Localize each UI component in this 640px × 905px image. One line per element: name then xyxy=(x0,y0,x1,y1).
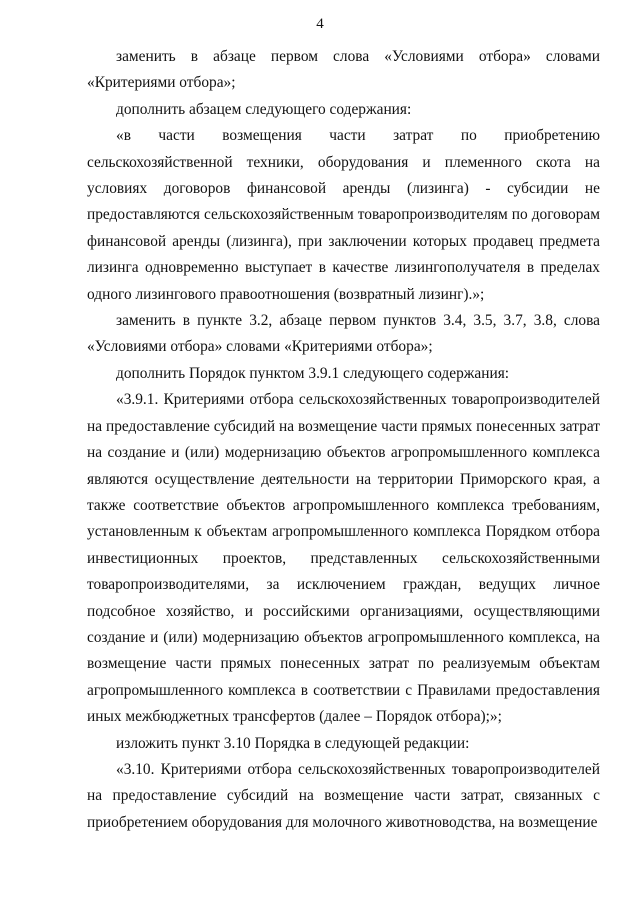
paragraph-add-point-3-9-1: дополнить Порядок пунктом 3.9.1 следующего содержания: xyxy=(116,364,510,382)
paragraph-point-3-9-1: «3.9.1. Критериями отбора сельскохозяйственных товаропроизводителей на предоставление субсидий на возмещение части прямых понесенных затрат на создание и (или) модернизацию объектов агропромышленного комплекса являются осуществление деятельности на территории Приморского края, а также соответствие объектов агропромышленного комплекса требованиям, установленным к объектам агропромышленного комплекса Порядком отбора инвестиционных проектов, представленных сельскохозяйственными товаропроизводителями, за исключением граждан, ведущих личное подсобное хозяйство, и российскими организациями, осуществляющими создание и (или) модернизацию объектов агропромышленного комплекса, на возмещение части прямых понесенных затрат по реализуемым объектам агропромышленного комплекса в соответствии с Правилами предоставления иных межбюджетных трансфертов (далее – Порядок отбора);»; xyxy=(87,391,600,726)
page-number: 4 xyxy=(316,16,324,32)
paragraph-add-clause: дополнить абзацем следующего содержания: xyxy=(116,100,412,118)
paragraph-restate-point-3-10: изложить пункт 3.10 Порядка в следующей редакции: xyxy=(116,734,470,752)
paragraph-replace-words: заменить в абзаце первом слова «Условиями отбора» словами «Критериями отбора»; xyxy=(87,48,600,92)
paragraph-replace-in-points: заменить в пункте 3.2, абзаце первом пунктов 3.4, 3.5, 3.7, 3.8, слова «Условиями отбора» словами «Критериями отбора»; xyxy=(87,312,600,356)
paragraph-point-3-10: «3.10. Критериями отбора сельскохозяйственных товаропроизводителей на предоставление субсидий на возмещение части затрат, связанных с приобретением оборудования для молочного животноводства, на возмещение xyxy=(87,760,600,831)
document-body xyxy=(87,44,600,836)
paragraph-leasing-clause: «в части возмещения части затрат по приобретению сельскохозяйственной техники, оборудования и племенного скота на условиях договоров финансовой аренды (лизинга) - субсидии не предоставляются сельскохозяйственным товаропроизводителям по договорам финансовой аренды (лизинга), при заключении которых продавец предмета лизинга одновременно выступает в качестве лизингополучателя в пределах одного лизингового правоотношения (возвратный лизинг).»; xyxy=(87,127,600,303)
